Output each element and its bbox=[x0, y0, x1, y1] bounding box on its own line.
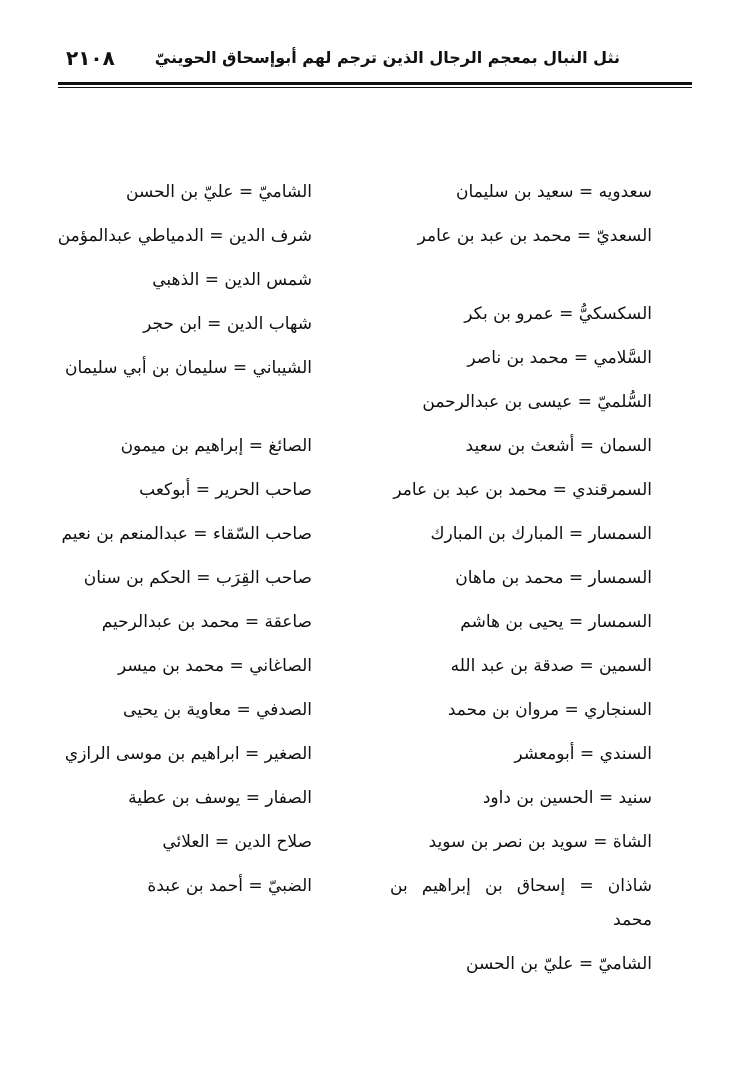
index-entry: الصاغاني = محمد بن ميسر bbox=[118, 656, 312, 676]
index-entry: السمسار = المبارك بن المبارك bbox=[430, 524, 652, 544]
index-entry: الشاة = سويد بن نصر بن سويد bbox=[428, 832, 652, 852]
page-header bbox=[58, 44, 692, 74]
index-entry: صلاح الدين = العلائي bbox=[162, 832, 312, 852]
index-entry: الصفار = يوسف بن عطية bbox=[128, 788, 312, 808]
index-entry: الصغير = ابراهيم بن موسى الرازي bbox=[64, 744, 312, 764]
index-entry: الصدفي = معاوية بن يحيى bbox=[123, 700, 312, 720]
section-gap bbox=[52, 395, 312, 429]
index-entry: الضبيّ = أحمد بن عبدة bbox=[147, 876, 312, 896]
index-entry: السمرقندي = محمد بن عبد بن عامر bbox=[393, 480, 652, 500]
index-entry: صاعقة = محمد بن عبدالرحيم bbox=[101, 612, 312, 632]
index-entry: الشاميّ = عليّ بن الحسن bbox=[466, 954, 652, 974]
index-entry: السُّلميّ = عيسى بن عبدالرحمن bbox=[422, 392, 652, 412]
header-rule-thick bbox=[58, 82, 692, 85]
index-entry: السندي = أبومعشر bbox=[514, 744, 652, 764]
index-entry: الشاميّ = عليّ بن الحسن bbox=[126, 182, 312, 202]
page-number: ٢١٠٨ bbox=[66, 46, 115, 70]
index-entry: شهاب الدين = ابن حجر bbox=[143, 314, 312, 334]
index-entry: شاذان = إسحاق بن إبراهيم بن محمد bbox=[390, 876, 652, 930]
index-entry: السنجاري = مروان بن محمد bbox=[447, 700, 652, 720]
section-gap bbox=[390, 263, 652, 297]
index-entry: شمس الدين = الذهبي bbox=[152, 270, 312, 290]
index-entry: السكسكيُّ = عمرو بن بكر bbox=[464, 304, 652, 324]
running-title: نثل النبال بمعجم الرجال الذين ترجم لهم أبوإسحاق الحوينيّ bbox=[154, 48, 620, 67]
index-entry: صاحب السّقاء = عبدالمنعم بن نعيم bbox=[61, 524, 312, 544]
index-entry: السمسار = يحيى بن هاشم bbox=[460, 612, 652, 632]
header-rule-thin bbox=[58, 87, 692, 88]
index-column-right bbox=[390, 175, 652, 991]
index-entry: شرف الدين = الدمياطي عبدالمؤمن bbox=[57, 226, 312, 246]
index-entry: السعديّ = محمد بن عبد بن عامر bbox=[417, 226, 652, 246]
index-entry: السمان = أشعث بن سعيد bbox=[465, 436, 652, 456]
index-entry: صاحب الحرير = أبوكعب bbox=[139, 480, 312, 500]
index-entry: سنيد = الحسين بن داود bbox=[482, 788, 652, 808]
index-column-left bbox=[52, 175, 312, 913]
index-entry: سعدويه = سعيد بن سليمان bbox=[456, 182, 652, 202]
index-entry: صاحب القِرَب = الحكم بن سنان bbox=[83, 568, 312, 588]
index-entry: الصائغ = إبراهيم بن ميمون bbox=[120, 436, 312, 456]
index-entry: السمين = صدقة بن عبد الله bbox=[450, 656, 652, 676]
index-entry: السَّلامي = محمد بن ناصر bbox=[467, 348, 652, 368]
index-entry: السمسار = محمد بن ماهان bbox=[455, 568, 652, 588]
index-entry: الشيباني = سليمان بن أبي سليمان bbox=[65, 358, 312, 378]
